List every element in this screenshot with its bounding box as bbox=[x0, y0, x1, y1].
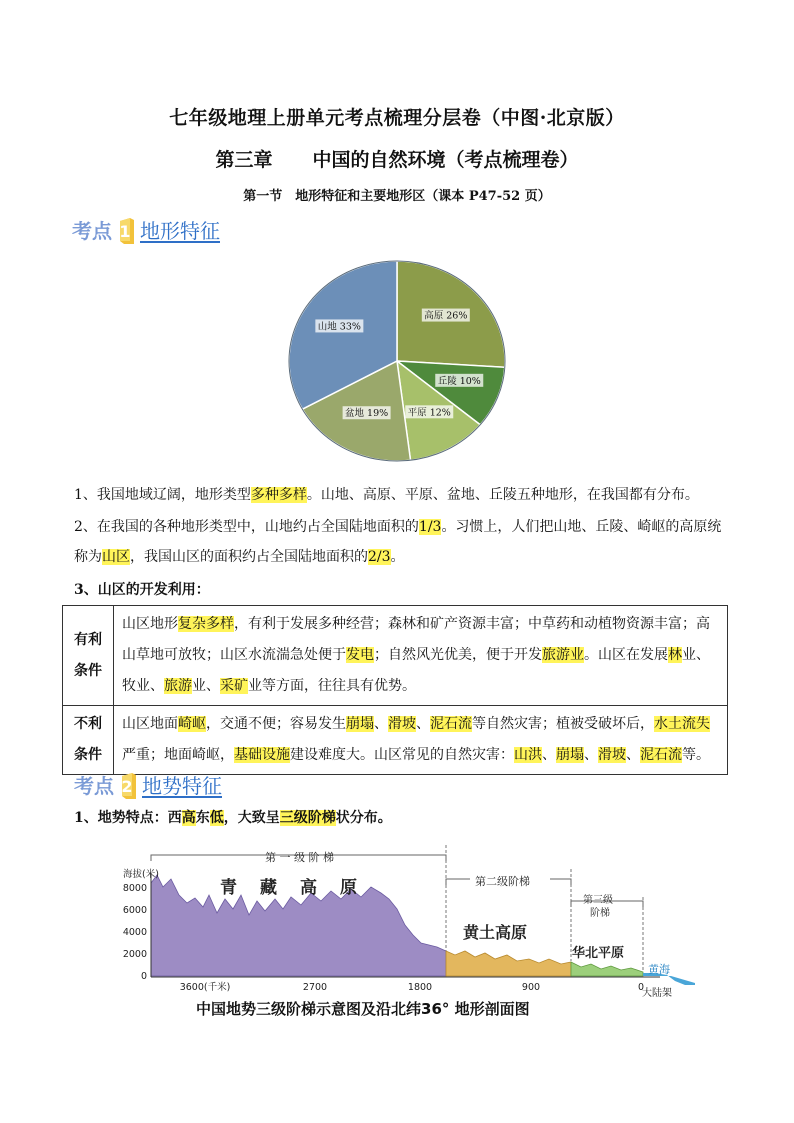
text: 不利 bbox=[74, 716, 102, 732]
x-tick-label: 1800 bbox=[407, 982, 433, 993]
region-huangtu: 黄土高原 bbox=[463, 923, 528, 942]
kaodian-label: 考点 bbox=[74, 774, 114, 798]
pie-slice-label: 丘陵 10% bbox=[437, 375, 481, 387]
unfavorable-content bbox=[114, 706, 728, 775]
step3-label-a: 第三级 bbox=[583, 895, 613, 906]
text: 、 bbox=[416, 716, 430, 732]
highlight: 1/3 bbox=[418, 519, 442, 535]
section-heading: 第一节 地形特征和主要地形区（课本 P47-52 页） bbox=[243, 189, 551, 204]
highlight: 基础设施 bbox=[234, 747, 290, 763]
text: 等自然灾害；植被受破坏后， bbox=[472, 716, 654, 732]
text: 。习惯上，人们把山地、丘陵、崎岖的高原统称为 bbox=[74, 519, 722, 565]
x-tick-label: 900 bbox=[521, 982, 541, 993]
chapter-title: 中国的自然环境（考点梳理卷） bbox=[312, 149, 579, 171]
highlight: 低 bbox=[209, 810, 224, 826]
text: 、 bbox=[374, 716, 388, 732]
text: ，交通不便；容易发生 bbox=[206, 716, 346, 732]
text: 2、在我国的各种地形类型中，山地约占全国陆地面积的 bbox=[74, 519, 419, 535]
text: 山区地面 bbox=[122, 716, 178, 732]
x-tick-label: 3600(千米) bbox=[179, 982, 231, 993]
text: ，大致呈 bbox=[223, 810, 280, 826]
row-header-unfavorable bbox=[63, 706, 114, 775]
text: 。山区在发展 bbox=[584, 647, 668, 663]
highlight: 滑坡 bbox=[388, 716, 416, 732]
text: 严重；地面崎岖， bbox=[122, 747, 234, 763]
step2-terrain bbox=[446, 951, 571, 976]
y-tick-label: 8000 bbox=[122, 883, 147, 894]
highlight: 滑坡 bbox=[598, 747, 626, 763]
step3-terrain bbox=[571, 962, 643, 976]
paragraph-3: 3、山区的开发利用： bbox=[74, 582, 210, 598]
terrain-pie-chart bbox=[282, 256, 512, 466]
text: 、 bbox=[626, 747, 640, 763]
paragraph-4 bbox=[74, 803, 734, 833]
kaodian-1-header bbox=[72, 215, 220, 244]
highlight: 崩塌 bbox=[346, 716, 374, 732]
figure-caption: 中国地势三级阶梯示意图及沿北纬36° 地形剖面图 bbox=[196, 1000, 530, 1018]
text: 。山地、高原、平原、盆地、丘陵五种地形，在我国都有分布。 bbox=[306, 487, 699, 503]
step3-label-b: 阶梯 bbox=[590, 908, 610, 919]
highlight: 旅游业 bbox=[542, 647, 584, 663]
mountain-conditions-table bbox=[62, 605, 728, 775]
paragraph-2 bbox=[74, 512, 734, 572]
chapter-number: 第三章 bbox=[215, 149, 273, 171]
document-title: 七年级地理上册单元考点梳理分层卷（中图·北京版） bbox=[169, 107, 625, 129]
y-tick-label: 6000 bbox=[122, 905, 147, 916]
highlight: 水土流失 bbox=[654, 716, 710, 732]
text: ；自然风光优美，便于开发 bbox=[374, 647, 542, 663]
shelf-label: 大陆架 bbox=[642, 988, 672, 998]
text: 1、地势特点：西 bbox=[74, 810, 182, 826]
region-qingzang: 青 藏 高 原 bbox=[220, 878, 360, 898]
x-tick-label: 0 bbox=[637, 982, 645, 993]
highlight: 旅游 bbox=[164, 678, 192, 694]
pie-slice-label: 平原 12% bbox=[407, 407, 451, 419]
table-row bbox=[63, 606, 728, 706]
highlight: 2/3 bbox=[368, 549, 391, 565]
highlight: 复杂多样 bbox=[178, 616, 234, 632]
kaodian-number-text: 2 bbox=[121, 776, 133, 796]
y-tick-label: 2000 bbox=[122, 949, 147, 960]
highlight: 山洪 bbox=[514, 747, 542, 763]
text: 条件 bbox=[74, 747, 102, 763]
text: 、 bbox=[584, 747, 598, 763]
text: 等。 bbox=[682, 747, 710, 763]
text: 业等方面，往往具有优势。 bbox=[248, 678, 416, 694]
sea-label: 黄海 bbox=[648, 963, 670, 976]
kaodian-2-header bbox=[74, 770, 222, 799]
highlight: 采矿 bbox=[220, 678, 248, 694]
kaodian-number-icon bbox=[118, 217, 134, 243]
highlight: 崎岖 bbox=[178, 716, 206, 732]
kaodian-number-icon bbox=[120, 772, 136, 798]
pie-slice-label: 盆地 19% bbox=[345, 408, 389, 420]
table-row bbox=[63, 706, 728, 775]
row-header-favorable bbox=[63, 606, 114, 706]
text: 业、 bbox=[192, 678, 220, 694]
favorable-content bbox=[114, 606, 728, 706]
kaodian-title: 地势特征 bbox=[142, 774, 222, 798]
chapter-heading bbox=[0, 145, 794, 172]
step2-label: 第二级阶梯 bbox=[475, 875, 530, 888]
text: 业、牧业、 bbox=[122, 647, 710, 694]
text: ，我国山区的面积约占全国陆地面积的 bbox=[130, 549, 368, 565]
highlight: 山区 bbox=[102, 549, 130, 565]
paragraph-1 bbox=[74, 480, 734, 510]
pie-slice-label: 高原 26% bbox=[424, 310, 468, 322]
x-tick-label: 2700 bbox=[302, 982, 328, 993]
text: 有利 bbox=[74, 631, 102, 648]
text: 东 bbox=[195, 810, 210, 826]
text: 山区地形 bbox=[122, 616, 178, 632]
pie-slice-label: 山地 33% bbox=[317, 321, 361, 333]
highlight: 林 bbox=[668, 647, 682, 663]
highlight: 多种多样 bbox=[250, 487, 307, 503]
highlight: 崩塌 bbox=[556, 747, 584, 763]
y-tick-label: 0 bbox=[140, 971, 147, 982]
step1-label: 第 一 级 阶 梯 bbox=[265, 851, 334, 864]
highlight: 泥石流 bbox=[430, 716, 472, 732]
text: 建设难度大。山区常见的自然灾害： bbox=[290, 747, 514, 763]
text: 。 bbox=[390, 549, 405, 565]
y-axis-label: 海拔(米) bbox=[123, 869, 159, 880]
highlight: 三级阶梯 bbox=[279, 810, 336, 826]
highlight: 泥石流 bbox=[640, 747, 682, 763]
kaodian-title: 地形特征 bbox=[140, 219, 220, 243]
region-huabei: 华北平原 bbox=[572, 946, 625, 961]
text: 、 bbox=[542, 747, 556, 763]
kaodian-number-text: 1 bbox=[119, 221, 131, 241]
text: ，有利于发展多种经营；森林和矿产资源丰富；中草药和动植物资源丰富；高山草地可放牧；山区水流湍急处便于 bbox=[122, 616, 710, 663]
highlight: 高 bbox=[181, 810, 196, 826]
terrain-profile-diagram bbox=[115, 843, 695, 998]
text: 条件 bbox=[74, 662, 102, 679]
text: 状分布。 bbox=[335, 810, 392, 826]
y-tick-label: 4000 bbox=[122, 927, 147, 938]
kaodian-label: 考点 bbox=[72, 219, 112, 243]
highlight: 发电 bbox=[346, 647, 374, 663]
text: 1、我国地域辽阔，地形类型 bbox=[74, 487, 251, 503]
